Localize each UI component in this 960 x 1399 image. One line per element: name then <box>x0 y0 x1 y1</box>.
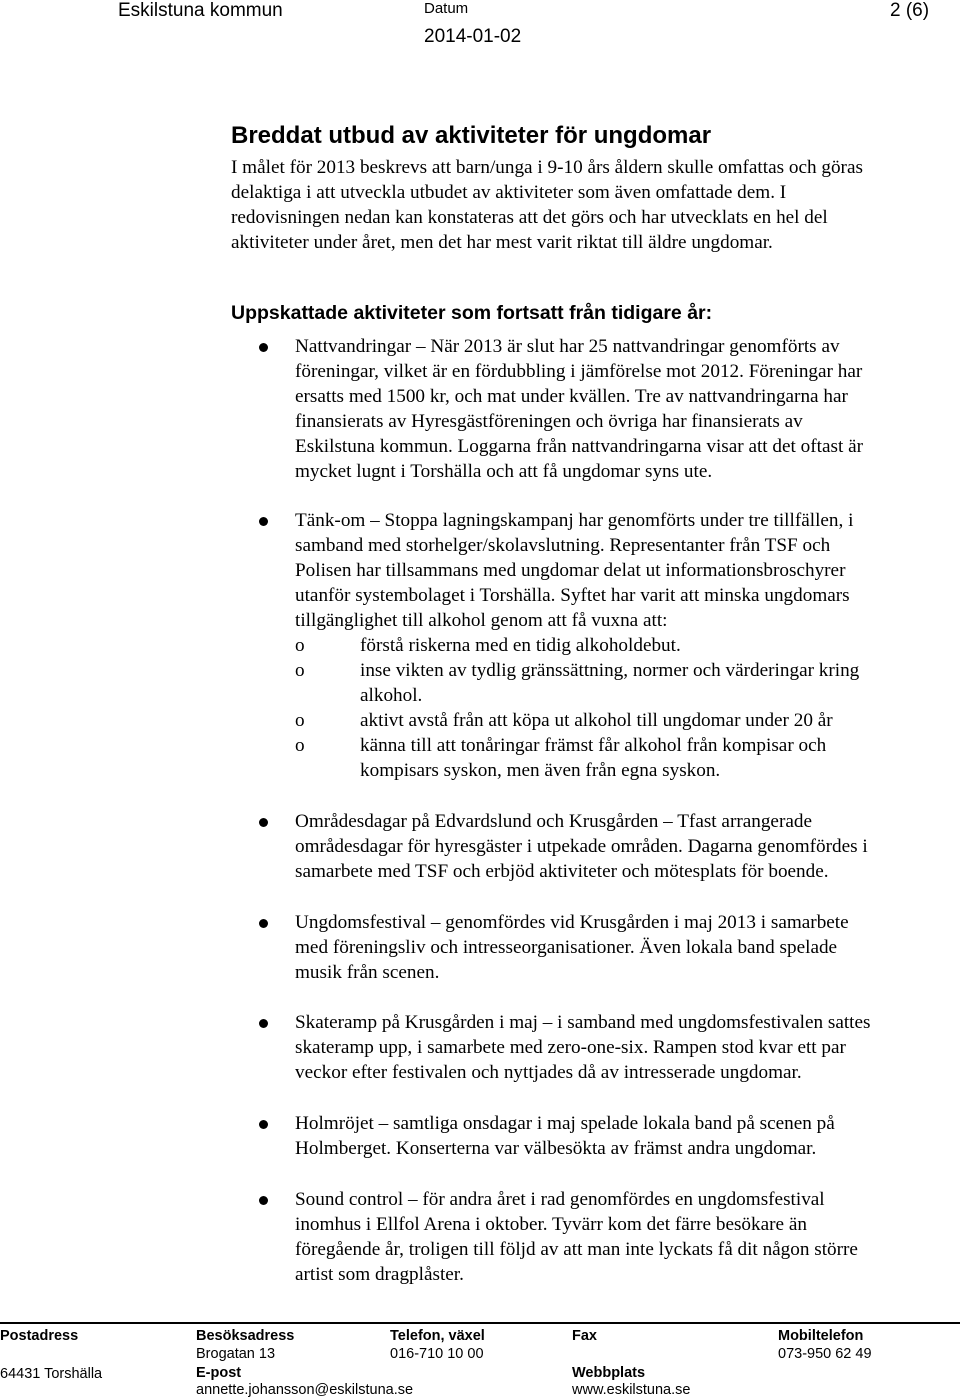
intro-line: I målet för 2013 beskrevs att barn/unga i 9-10 års åldern skulle omfattas och göras <box>231 157 863 178</box>
intro-line: delaktiga i att utveckla utbudet av aktiviteter som även omfattade dem. I <box>231 182 787 203</box>
bullet-line: Nattvandringar – När 2013 är slut har 25 nattvandringar genomförts av <box>295 336 840 357</box>
subsection-heading: Uppskattade aktiviteter som fortsatt från tidigare år: <box>231 302 713 324</box>
footer-divider <box>0 1322 960 1324</box>
bullet-line: Holmberget. Konserterna var välbesökta av främst andra ungdomar. <box>295 1138 817 1159</box>
bullet-line: föreningar, vilket är en fördubbling i jämförelse mot 2012. Föreningar har <box>295 361 863 382</box>
footer-postal-value: 64431 Torshälla <box>0 1366 103 1382</box>
bullet-line: artist som dragplåster. <box>295 1264 464 1285</box>
bullet-marker <box>259 1120 268 1129</box>
footer-mobile-value: 073-950 62 49 <box>778 1346 872 1362</box>
bullet-line: mycket lugnt i Torshälla och att få ungdomar syns ute. <box>295 461 713 482</box>
bullet-line: Eskilstuna kommun. Loggarna från nattvandringarna visar att det oftast är <box>295 436 863 457</box>
sub-bullet-marker: o <box>295 735 305 756</box>
bullet-line: inomhus i Ellfol Arena i oktober. Tyvärr kom det färre besökare än <box>295 1214 807 1235</box>
footer-email-value[interactable]: annette.johansson@eskilstuna.se <box>196 1382 414 1398</box>
footer-postal-label: Postadress <box>0 1328 79 1344</box>
bullet-line: Områdesdagar på Edvardslund och Krusgården – Tfast arrangerade <box>295 811 812 832</box>
bullet-marker <box>259 343 268 352</box>
bullet-line: skateramp upp, i samarbete med zero-one-six. Rampen stod kvar ett par <box>295 1037 846 1058</box>
bullet-line: veckor efter festivalen och nyttjades då av intresserade ungdomar. <box>295 1062 802 1083</box>
footer-web-value[interactable]: www.eskilstuna.se <box>572 1382 691 1398</box>
sub-bullet-line: förstå riskerna med en tidig alkoholdebut. <box>360 635 681 656</box>
footer-fax-label: Fax <box>572 1328 597 1344</box>
sub-bullet-line: inse vikten av tydlig gränssättning, normer och värderingar kring <box>360 660 860 681</box>
bullet-line: utanför systembolaget i Torshälla. Syftet har varit att minska ungdomars <box>295 585 850 606</box>
section-heading: Breddat utbud av aktiviteter för ungdomar <box>231 122 712 149</box>
bullet-line: samband med storhelger/skolavslutning. Representanter från TSF och <box>295 535 831 556</box>
sub-bullet-line: känna till att tonåringar främst får alkohol från kompisar och <box>360 735 827 756</box>
bullet-marker <box>259 919 268 928</box>
bullet-line: Skateramp på Krusgården i maj – i samband med ungdomsfestivalen sattes <box>295 1012 871 1033</box>
intro-line: aktiviteter under året, men det har mest varit riktat till äldre ungdomar. <box>231 232 773 253</box>
sub-bullet-marker: o <box>295 710 305 731</box>
organization-name: Eskilstuna kommun <box>118 0 283 21</box>
bullet-line: Ungdomsfestival – genomfördes vid Krusgården i maj 2013 i samarbete <box>295 912 849 933</box>
bullet-line: samarbete med TSF och erbjöd aktiviteter och mötesplats för boende. <box>295 861 829 882</box>
bullet-line: Polisen har tillsammans med ungdomar delat ut informationsbroschyrer <box>295 560 846 581</box>
bullet-line: med föreningsliv och intresseorganisationer. Även lokala band spelade <box>295 937 838 958</box>
sub-bullet-marker: o <box>295 635 305 656</box>
bullet-line: föregående år, troligen till följd av att man inte lyckats få dit någon större <box>295 1239 858 1260</box>
footer-email-label: E-post <box>196 1365 242 1381</box>
footer-mobile-label: Mobiltelefon <box>778 1328 864 1344</box>
bullet-line: tillgänglighet till alkohol genom att få vuxna att: <box>295 610 668 631</box>
bullet-marker <box>259 517 268 526</box>
document-date: 2014-01-02 <box>424 26 522 47</box>
bullet-line: områdesdagar för hyresgäster i utpekade områden. Dagarna genomfördes i <box>295 836 868 857</box>
sub-bullet-line: alkohol. <box>360 685 423 706</box>
bullet-line: Holmröjet – samtliga onsdagar i maj spelade lokala band på scenen på <box>295 1113 835 1134</box>
footer-phone-label: Telefon, växel <box>390 1328 485 1344</box>
page-number: 2 (6) <box>890 0 930 21</box>
bullet-marker <box>259 818 268 827</box>
bullet-line: Sound control – för andra året i rad genomfördes en ungdomsfestival <box>295 1189 825 1210</box>
footer-web-label: Webbplats <box>572 1365 646 1381</box>
intro-line: redovisningen nedan kan konstateras att det görs och har utvecklats en hel del <box>231 207 828 228</box>
footer-phone-value: 016-710 10 00 <box>390 1346 484 1362</box>
bullet-line: finansierats av Hyresgästföreningen och övriga har finansierats av <box>295 411 803 432</box>
sub-bullet-marker: o <box>295 660 305 681</box>
date-label: Datum <box>424 0 469 17</box>
sub-bullet-line: aktivt avstå från att köpa ut alkohol till ungdomar under 20 år <box>360 710 833 731</box>
footer-visit-value: Brogatan 13 <box>196 1346 276 1362</box>
bullet-line: Tänk-om – Stoppa lagningskampanj har genomförts under tre tillfällen, i <box>295 510 854 531</box>
footer-visit-label: Besöksadress <box>196 1328 295 1344</box>
bullet-line: musik från scenen. <box>295 962 440 983</box>
bullet-line: ersatts med 1500 kr, och mat under kvällen. Tre av nattvandringarna har <box>295 386 848 407</box>
bullet-marker <box>259 1196 268 1205</box>
bullet-marker <box>259 1019 268 1028</box>
sub-bullet-line: kompisars syskon, men även från egna syskon. <box>360 760 721 781</box>
